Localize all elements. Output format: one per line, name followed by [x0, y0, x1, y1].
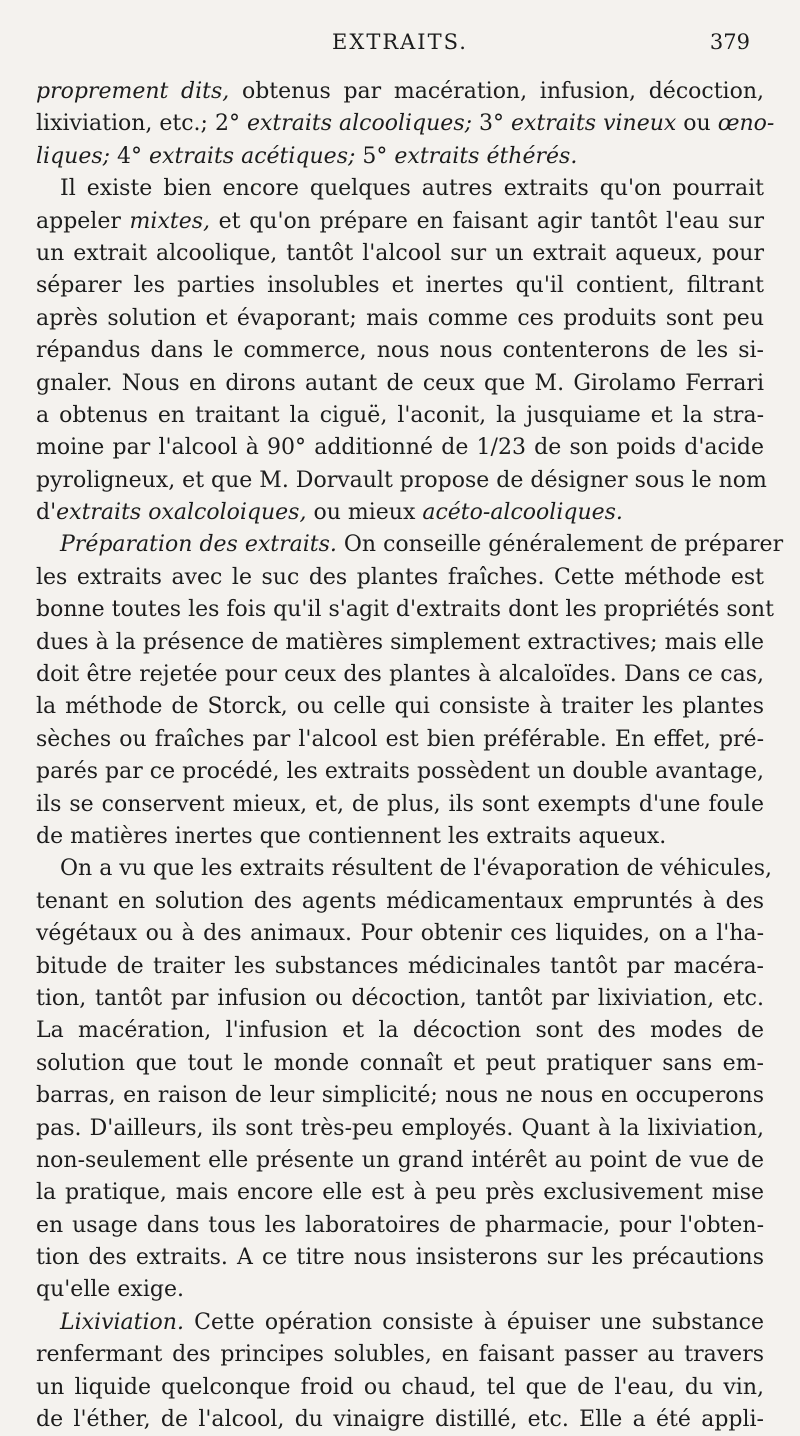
text-line [36, 432, 764, 464]
running-title: EXTRAITS. [332, 30, 468, 54]
text-line [36, 368, 764, 400]
text-run: appeler [36, 208, 130, 234]
text-run: pas. D'ailleurs, ils sont très-peu employés. Quant à la lixiviation, [36, 1115, 764, 1141]
text-run: ou mieux [306, 500, 423, 526]
italic-text: acéto-alcooliques. [422, 500, 623, 526]
italic-text: proprement dits, [36, 79, 230, 104]
text-run: parés par ce procédé, les extraits possèdent un double avantage, [36, 759, 764, 785]
text-line [36, 659, 764, 691]
text-line [36, 1372, 764, 1404]
text-line [36, 1048, 764, 1080]
text-run: renfermant des principes solubles, en faisant passer au travers [36, 1342, 764, 1368]
text-line [36, 789, 764, 821]
text-line [36, 821, 764, 853]
page-header [40, 30, 760, 64]
text-run: ou [676, 111, 718, 137]
text-run: tion, tantôt par infusion ou décoction, tantôt par lixiviation, etc. [36, 985, 764, 1011]
text-line [36, 756, 764, 788]
text-line [36, 1145, 764, 1177]
text-run: séparer les parties insolubles et inertes qu'il contient, filtrant [36, 273, 764, 299]
text-line [36, 1242, 764, 1274]
text-run: en usage dans tous les laboratoires de pharmacie, pour l'obten- [36, 1212, 764, 1238]
text-line [36, 627, 764, 659]
text-run: barras, en raison de leur simplicité; nous ne nous en occuperons [36, 1083, 764, 1109]
text-run: pyroligneux, et que M. Dorvault propose de désigner sous le nom [36, 467, 767, 493]
text-run: solution que tout le monde connaît et peut pratiquer sans em- [36, 1050, 764, 1076]
text-run: ils se conservent mieux, et, de plus, ils sont exempts d'une foule [36, 791, 764, 817]
text-run: de l'éther, de l'alcool, du vinaigre distillé, etc. Elle a été appli- [36, 1407, 764, 1433]
text-run: un liquide quelconque froid ou chaud, tel que de l'eau, du vin, [36, 1374, 764, 1400]
text-run: la pratique, mais encore elle est à peu près exclusivement mise [36, 1180, 764, 1206]
text-line [36, 853, 773, 885]
text-run: de matières inertes que contiennent les extraits aqueux. [36, 823, 667, 849]
text-line [36, 108, 775, 140]
text-run: Il existe bien encore quelques autres extraits qu'on pourrait [60, 176, 764, 202]
text-line [36, 1404, 764, 1436]
text-line [36, 594, 774, 626]
text-line [36, 529, 784, 561]
text-line [36, 983, 764, 1015]
text-line [36, 1015, 764, 1047]
text-line [36, 497, 764, 529]
page-number: 379 [709, 30, 750, 54]
text-run: et qu'on prépare en faisant agir tantôt l'eau sur [210, 208, 764, 234]
text-run: 3° [472, 111, 512, 137]
text-run: bitude de traiter les substances médicinales tantôt par macéra- [36, 953, 764, 979]
text-line [36, 1274, 764, 1306]
text-line [36, 1339, 764, 1371]
text-run: végétaux ou à des animaux. Pour obtenir ces liquides, on a l'ha- [36, 921, 764, 947]
text-run: les extraits avec le suc des plantes fraîches. Cette méthode est [36, 564, 764, 590]
text-run: d' [36, 500, 57, 526]
text-line [36, 918, 764, 950]
text-line [36, 238, 764, 270]
text-run: tenant en solution des agents médicamentaux empruntés à des [36, 888, 764, 914]
text-line [36, 1080, 764, 1112]
text-line [36, 335, 764, 367]
text-run: tion des extraits. A ce titre nous insisterons sur les précautions [36, 1245, 764, 1271]
text-line [36, 691, 764, 723]
text-run: La macération, l'infusion et la décoction sont des modes de [36, 1018, 764, 1044]
italic-text: extraits alcooliques; [246, 111, 473, 137]
italic-text: œno- [717, 111, 775, 137]
text-line [36, 465, 767, 497]
text-run: moine par l'alcool à 90° additionné de 1/23 de son poids d'acide [36, 435, 764, 461]
italic-text: extraits éthérés. [394, 143, 578, 169]
text-line [36, 206, 764, 238]
text-run: doit être rejetée pour ceux des plantes à alcaloïdes. Dans ce cas, [36, 662, 764, 688]
text-run: bonne toutes les fois qu'il s'agit d'extraits dont les propriétés sont [36, 597, 774, 623]
text-line [36, 270, 764, 302]
text-line [36, 141, 764, 173]
text-line [36, 1177, 764, 1209]
italic-text: liques; [36, 143, 111, 169]
text-run: après solution et évaporant; mais comme ces produits sont peu [36, 305, 764, 331]
text-line [36, 400, 764, 432]
italic-text: extraits vineux [511, 111, 677, 137]
text-line [36, 886, 764, 918]
text-run: gnaler. Nous en dirons autant de ceux que M. Girolamo Ferrari [36, 370, 764, 396]
text-run: lixiviation, etc.; 2° [36, 111, 247, 137]
text-run: sèches ou fraîches par l'alcool est bien préférable. En effet, pré- [36, 726, 764, 752]
text-run: la méthode de Storck, ou celle qui consiste à traiter les plantes [36, 694, 764, 720]
italic-text: mixtes, [129, 208, 210, 234]
body-text [36, 76, 784, 1436]
text-line [36, 951, 764, 983]
italic-text: extraits acétiques; [149, 143, 356, 169]
text-run: dues à la présence de matières simplement extractives; mais elle [36, 629, 764, 655]
text-run: a obtenus en traitant la ciguë, l'aconit, la jusquiame et la stra- [36, 402, 764, 428]
text-line [36, 724, 764, 756]
text-run: 4° [110, 143, 150, 169]
text-run: Cette opération consiste à épuiser une substance [183, 1309, 764, 1335]
text-run: On a vu que les extraits résultent de l'évaporation de véhicules, [60, 856, 773, 882]
text-line [36, 76, 764, 108]
text-run: un extrait alcoolique, tantôt l'alcool sur un extrait aqueux, pour [36, 240, 764, 266]
text-run: qu'elle exige. [36, 1277, 184, 1303]
italic-text: Préparation des extraits. [60, 532, 337, 558]
text-line [36, 303, 764, 335]
text-line [36, 1210, 764, 1242]
text-line [36, 562, 764, 594]
italic-text: extraits oxalcoloiques, [56, 500, 307, 526]
text-run: non-seulement elle présente un grand intérêt au point de vue de [36, 1147, 764, 1173]
italic-text: Lixiviation. [60, 1309, 184, 1335]
text-line [36, 173, 764, 205]
text-run: 5° [355, 143, 395, 169]
text-run: On conseille généralement de préparer [336, 532, 784, 558]
text-line [36, 1307, 764, 1339]
text-run: répandus dans le commerce, nous nous contenterons de les si- [36, 338, 764, 364]
text-run: obtenus par macération, infusion, décoction, [229, 79, 764, 104]
text-line [36, 1113, 764, 1145]
